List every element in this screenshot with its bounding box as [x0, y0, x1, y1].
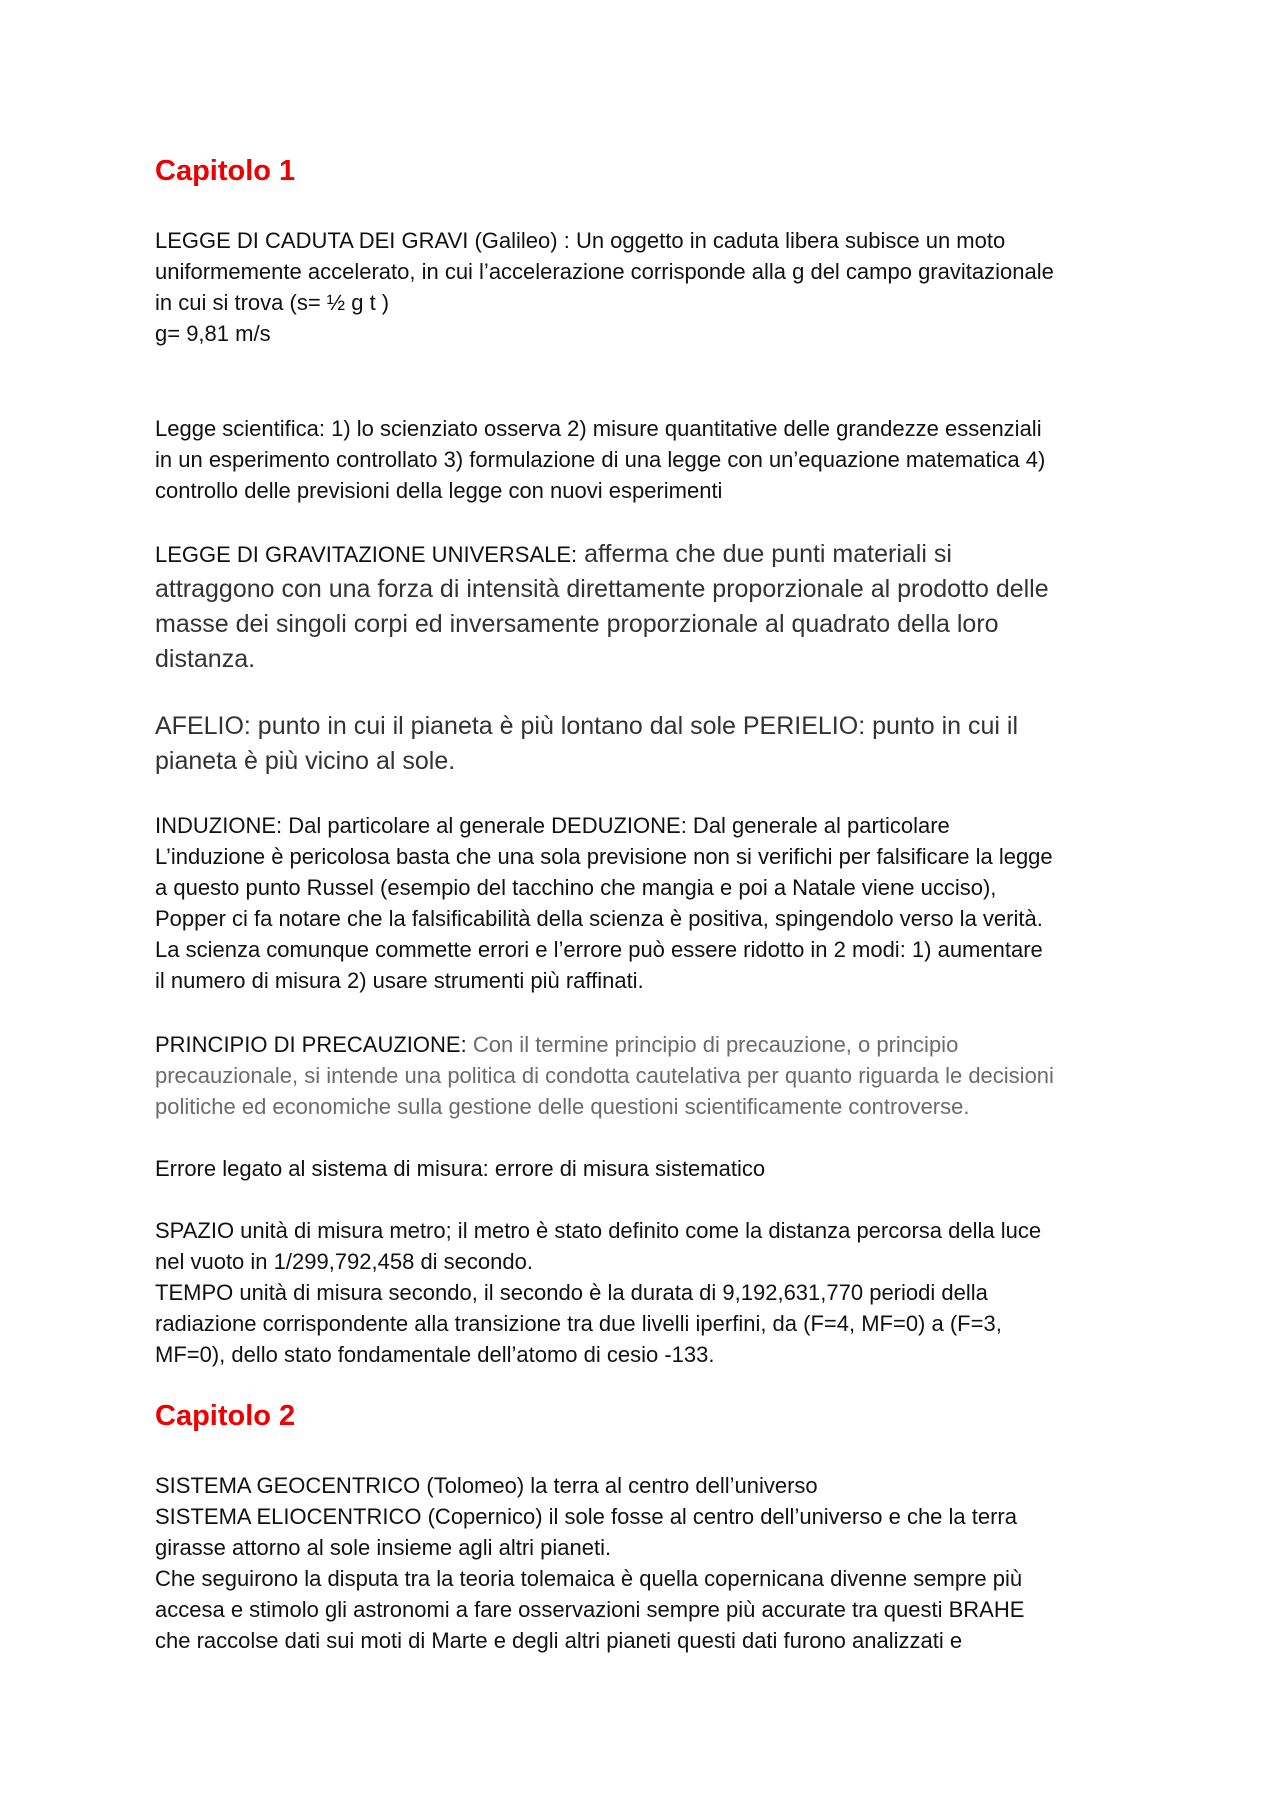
text-fragment: afferma che due punti materiali si — [577, 540, 952, 568]
text-line: accesa e stimolo gli astronomi a fare osservazioni sempre più accurate tra questi BRAHE — [155, 1597, 1025, 1622]
text-line: politiche ed economiche sulla gestione delle questioni scientificamente controverse. — [155, 1094, 970, 1119]
text-line: uniformemente accelerato, in cui l’accelerazione corrisponde alla g del campo gravitazionale — [155, 259, 1054, 284]
text-line: in cui si trova (s= ½ g t ) — [155, 290, 390, 315]
text-line: precauzionale, si intende una politica di condotta cautelativa per quanto riguarda le decisioni — [155, 1063, 1054, 1088]
paragraph-sistemi — [155, 1470, 1135, 1656]
text-line: SPAZIO unità di misura metro; il metro è stato definito come la distanza percorsa della luce — [155, 1218, 1042, 1243]
text-line: SISTEMA GEOCENTRICO (Tolomeo) la terra al centro dell’universo — [155, 1473, 818, 1498]
text-line: LEGGE DI CADUTA DEI GRAVI (Galileo) : Un oggetto in caduta libera subisce un moto — [155, 228, 1006, 253]
text-line: a questo punto Russel (esempio del tacchino che mangia e poi a Natale viene ucciso), — [155, 875, 997, 900]
text-line: radiazione corrispondente alla transizione tra due livelli iperfini, da (F=4, MF=0) a (F=3, — [155, 1311, 1002, 1336]
paragraph-legge-scientifica — [155, 413, 1135, 506]
text-line: Legge scientifica: 1) lo scienziato osserva 2) misure quantitative delle grandezze essenziali — [155, 416, 1042, 441]
paragraph-gravitazione-universale — [155, 537, 1135, 677]
text-line: Errore legato al sistema di misura: errore di misura sistematico — [155, 1156, 766, 1181]
term-label: PRINCIPIO DI PRECAUZIONE: — [155, 1032, 467, 1057]
text-line: Popper ci fa notare che la falsificabilità della scienza è positiva, spingendolo verso la verità. — [155, 906, 1043, 931]
text-line: L’induzione è pericolosa basta che una sola previsione non si verifichi per falsificare la legge — [155, 844, 1053, 869]
text-fragment: Con il termine principio di precauzione, o principio — [466, 1032, 959, 1057]
text-line: AFELIO: punto in cui il pianeta è più lontano dal sole PERIELIO: punto in cui il — [155, 712, 1019, 740]
text-line — [155, 1029, 1135, 1060]
text-line: distanza. — [155, 645, 256, 673]
text-line: TEMPO unità di misura secondo, il secondo è la durata di 9,192,631,770 periodi della — [155, 1280, 988, 1305]
text-line: attraggono con una forza di intensità direttamente proporzionale al prodotto delle — [155, 575, 1049, 603]
term-label: LEGGE DI GRAVITAZIONE UNIVERSALE: — [155, 542, 578, 567]
text-line: in un esperimento controllato 3) formulazione di una legge con un’equazione matematica 4) — [155, 447, 1046, 472]
text-line — [155, 537, 1135, 572]
text-line: La scienza comunque commette errori e l’errore può essere ridotto in 2 modi: 1) aumentare — [155, 937, 1043, 962]
text-line: Che seguirono la disputa tra la teoria tolemaica è quella copernicana divenne sempre più — [155, 1566, 1023, 1591]
text-line: SISTEMA ELIOCENTRICO (Copernico) il sole fosse al centro dell’universo e che la terra — [155, 1504, 1017, 1529]
text-line: masse dei singoli corpi ed inversamente proporzionale al quadrato della loro — [155, 610, 999, 638]
paragraph-caduta-gravi — [155, 225, 1135, 349]
paragraph-induzione-deduzione — [155, 810, 1135, 996]
text-line: che raccolse dati sui moti di Marte e degli altri pianeti questi dati furono analizzati e — [155, 1628, 963, 1653]
paragraph-spazio-tempo — [155, 1215, 1135, 1370]
paragraph-principio-precauzione — [155, 1029, 1135, 1122]
text-line: nel vuoto in 1/299,792,458 di secondo. — [155, 1249, 533, 1274]
text-line: il numero di misura 2) usare strumenti più raffinati. — [155, 968, 644, 993]
paragraph-afelio-perielio — [155, 709, 1135, 779]
text-line: controllo delle previsioni della legge con nuovi esperimenti — [155, 478, 723, 503]
chapter-1-heading: Capitolo 1 — [155, 155, 296, 187]
text-line: girasse attorno al sole insieme agli altri pianeti. — [155, 1535, 612, 1560]
text-line: pianeta è più vicino al sole. — [155, 747, 456, 775]
text-line: g= 9,81 m/s — [155, 321, 271, 346]
text-line: INDUZIONE: Dal particolare al generale DEDUZIONE: Dal generale al particolare — [155, 813, 950, 838]
chapter-2-heading: Capitolo 2 — [155, 1400, 296, 1432]
text-line: MF=0), dello stato fondamentale dell’atomo di cesio -133. — [155, 1342, 715, 1367]
paragraph-errore-sistematico — [155, 1153, 1135, 1184]
